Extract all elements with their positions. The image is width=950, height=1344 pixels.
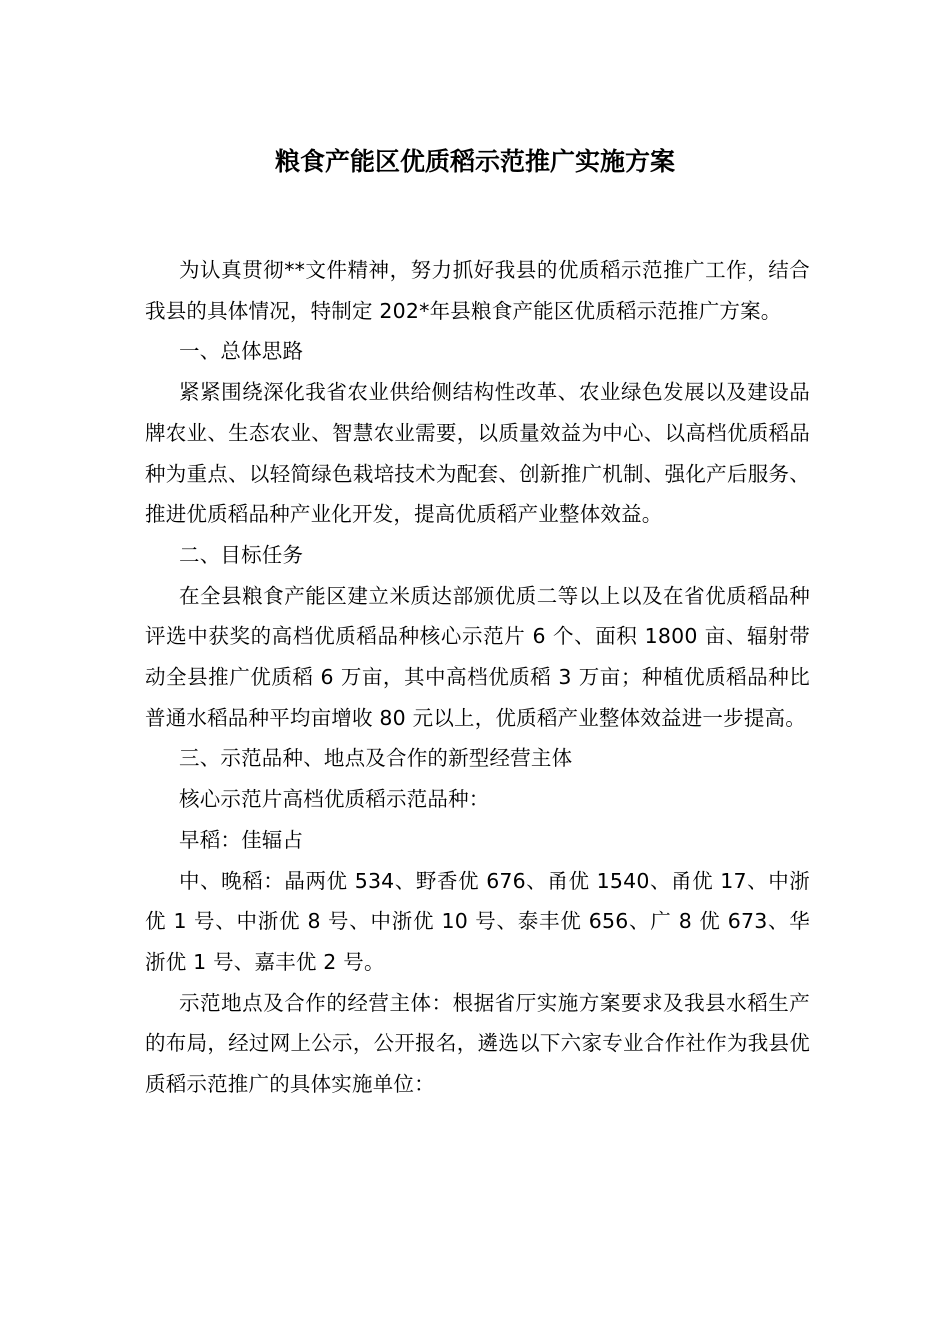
paragraph-goals: 在全县粮食产能区建立米质达部颁优质二等以上以及在省优质稻品种评选中获奖的高档优质稻品种核心示范片 6 个、面积 1800 亩、辐射带动全县推广优质稻 6 万亩，其中高档优质稻 3 万亩；种植优质稻品种比普通水稻品种平均亩增收 80 元以上，优质稻产业整体效益进一步提高。 [145,583,810,730]
document-title: 粮食产能区优质稻示范推广实施方案 [274,147,675,176]
paragraph-locations-operators: 示范地点及合作的经营主体：根据省厅实施方案要求及我县水稻生产的布局，经过网上公示，公开报名，遴选以下六家专业合作社作为我县优质稻示范推广的具体实施单位： [145,990,810,1097]
paragraph-intro: 为认真贯彻**文件精神，努力抓好我县的优质稻示范推广工作，结合我县的具体情况，特制定 202*年县粮食产能区优质稻示范推广方案。 [145,258,810,323]
section-heading-varieties-locations: 三、示范品种、地点及合作的新型经营主体 [179,746,573,771]
paragraph-early-rice: 早稻：佳辐占 [179,827,304,852]
document-body [145,250,810,1105]
section-heading-overall-approach: 一、总体思路 [179,339,304,364]
section-heading-goals: 二、目标任务 [179,542,304,567]
paragraph-overall-approach: 紧紧围绕深化我省农业供给侧结构性改革、农业绿色发展以及建设品牌农业、生态农业、智慧农业需要，以质量效益为中心、以高档优质稻品种为重点、以轻简绿色栽培技术为配套、创新推广机制、强化产后服务、推进优质稻品种产业化开发，提高优质稻产业整体效益。 [145,380,810,527]
paragraph-mid-late-rice: 中、晚稻：晶两优 534、野香优 676、甬优 1540、甬优 17、中浙优 1 号、中浙优 8 号、中浙优 10 号、泰丰优 656、广 8 优 673、华浙优 1 号、嘉丰优 2 号。 [145,868,810,974]
paragraph-core-varieties: 核心示范片高档优质稻示范品种： [179,787,490,812]
